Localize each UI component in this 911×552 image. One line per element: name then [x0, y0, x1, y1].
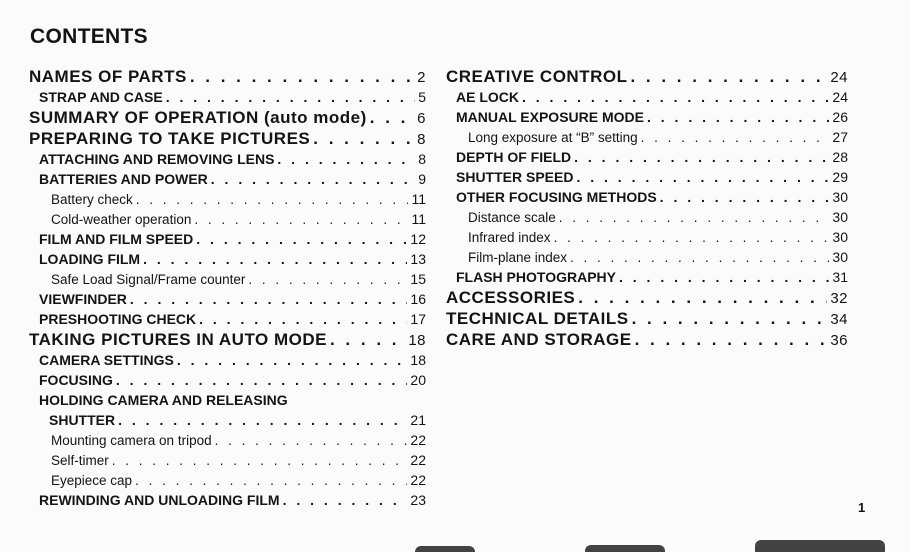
toc-entry — [29, 450, 426, 470]
toc-leader-dots — [190, 66, 414, 87]
toc-entry — [446, 167, 848, 187]
toc-entry-page: 30 — [832, 189, 848, 205]
toc-leader-dots — [194, 210, 408, 230]
toc-entry-page: 13 — [410, 251, 426, 267]
toc-leader-dots — [283, 490, 408, 510]
toc-entry — [29, 229, 426, 249]
toc-entry-title: CAMERA SETTINGS — [39, 352, 174, 368]
toc-leader-dots — [166, 87, 416, 107]
toc-entry-page: 24 — [832, 89, 848, 105]
toc-entry — [29, 430, 426, 450]
toc-entry — [29, 410, 426, 430]
toc-entry-title: Battery check — [51, 192, 133, 207]
toc-leader-dots — [630, 66, 827, 87]
toc-entry-title: CREATIVE CONTROL — [446, 67, 628, 86]
toc-entry-page: 18 — [410, 352, 426, 368]
scan-smudge-2 — [585, 545, 665, 552]
page-title: CONTENTS — [30, 25, 148, 48]
toc-leader-dots — [277, 149, 415, 169]
toc-entry — [29, 249, 426, 269]
toc-entry-title: REWINDING AND UNLOADING FILM — [39, 492, 280, 508]
toc-entry-page: 24 — [830, 69, 848, 86]
toc-entry-title: DEPTH OF FIELD — [456, 149, 572, 165]
toc-entry-page: 30 — [832, 209, 848, 225]
toc-entry — [446, 207, 848, 227]
toc-entry-page: 11 — [411, 211, 426, 227]
toc-entry-page: 8 — [417, 131, 426, 148]
toc-leader-dots — [177, 350, 408, 370]
toc-entry-title: Cold-weather operation — [51, 212, 192, 227]
toc-left-column — [29, 66, 426, 510]
toc-entry-page: 16 — [410, 291, 426, 307]
toc-entry — [446, 267, 848, 287]
toc-entry-page: 22 — [410, 432, 426, 448]
toc-entry-title: BATTERIES AND POWER — [39, 171, 208, 187]
scan-smudge-1 — [415, 546, 475, 552]
toc-entry-title: ACCESSORIES — [446, 288, 576, 307]
toc-leader-dots — [570, 248, 829, 268]
toc-entry — [29, 309, 426, 329]
toc-entry-page: 31 — [832, 269, 848, 285]
toc-entry-page: 20 — [410, 372, 426, 388]
toc-entry-title: Safe Load Signal/Frame counter — [51, 272, 246, 287]
toc-leader-dots — [199, 309, 407, 329]
toc-entry-title: NAMES OF PARTS — [29, 67, 187, 86]
toc-entry-page: 22 — [410, 452, 426, 468]
toc-entry-title: FLASH PHOTOGRAPHY — [456, 269, 616, 285]
toc-entry — [29, 107, 426, 128]
toc-leader-dots — [619, 267, 829, 287]
toc-leader-dots — [112, 451, 408, 471]
toc-entry — [29, 128, 426, 149]
toc-entry-page: 32 — [830, 290, 848, 307]
toc-entry-page: 6 — [417, 110, 426, 127]
toc-entry-title: FILM AND FILM SPEED — [39, 231, 194, 247]
toc-entry-title: VIEWFINDER — [39, 291, 127, 307]
toc-entry-page: 2 — [417, 69, 426, 86]
toc-entry-page: 8 — [418, 151, 426, 167]
toc-entry-title: Eyepiece cap — [51, 473, 133, 488]
toc-entry-title: TAKING PICTURES IN AUTO MODE — [29, 330, 327, 349]
toc-entry-page: 28 — [832, 149, 848, 165]
toc-leader-dots — [576, 167, 829, 187]
toc-leader-dots — [211, 169, 415, 189]
toc-entry-title: FOCUSING — [39, 372, 113, 388]
toc-entry-title: Mounting camera on tripod — [51, 433, 212, 448]
toc-entry — [29, 470, 426, 490]
toc-entry — [29, 350, 426, 370]
toc-leader-dots — [632, 308, 828, 329]
toc-leader-dots — [130, 289, 408, 309]
toc-entry-title: CARE AND STORAGE — [446, 330, 632, 349]
toc-entry-page: 26 — [832, 109, 848, 125]
toc-entry-page: 34 — [830, 311, 848, 328]
toc-entry-title: Long exposure at “B” setting — [468, 130, 638, 145]
toc-entry-page: 36 — [830, 332, 848, 349]
toc-leader-dots — [196, 229, 407, 249]
toc-entry — [446, 308, 848, 329]
toc-entry-title: SHUTTER SPEED — [456, 169, 574, 185]
toc-leader-dots — [136, 190, 409, 210]
toc-right-column — [446, 66, 848, 350]
toc-entry-page: 5 — [418, 89, 426, 105]
toc-entry — [29, 289, 426, 309]
toc-entry — [29, 189, 426, 209]
toc-leader-dots — [635, 329, 828, 350]
toc-entry — [29, 66, 426, 87]
toc-entry-title: SHUTTER — [49, 412, 116, 428]
toc-leader-dots — [554, 228, 830, 248]
toc-entry-title: SUMMARY OF OPERATION (auto mode) — [29, 108, 367, 127]
toc-entry-page: 17 — [410, 311, 426, 327]
toc-entry — [29, 370, 426, 390]
toc-entry — [446, 227, 848, 247]
toc-leader-dots — [370, 107, 414, 128]
toc-entry-page: 21 — [410, 412, 426, 428]
toc-leader-dots — [641, 128, 830, 148]
toc-leader-dots — [135, 471, 407, 491]
toc-leader-dots — [660, 187, 830, 207]
toc-leader-dots — [647, 107, 829, 127]
toc-entry — [446, 87, 848, 107]
toc-entry — [29, 390, 426, 410]
toc-entry-page: 27 — [832, 129, 848, 145]
toc-entry-page: 23 — [410, 492, 426, 508]
toc-entry — [446, 287, 848, 308]
toc-entry-title: Infrared index — [468, 230, 551, 245]
toc-leader-dots — [248, 270, 407, 290]
toc-entry-page: 9 — [418, 171, 426, 187]
toc-entry-title: PREPARING TO TAKE PICTURES — [29, 129, 311, 148]
toc-leader-dots — [578, 287, 827, 308]
toc-entry-title: Self-timer — [51, 453, 109, 468]
toc-entry — [29, 269, 426, 289]
toc-entry-title: OTHER FOCUSING METHODS — [456, 189, 657, 205]
toc-entry-page: 12 — [410, 231, 426, 247]
toc-entry — [29, 329, 426, 350]
toc-entry-page: 30 — [832, 249, 848, 265]
toc-entry-title: HOLDING CAMERA AND RELEASING — [39, 392, 288, 408]
toc-entry — [446, 127, 848, 147]
toc-entry-title: Film-plane index — [468, 250, 568, 265]
toc-entry — [446, 247, 848, 267]
toc-leader-dots — [116, 370, 408, 390]
toc-entry — [446, 107, 848, 127]
toc-entry-title: AE LOCK — [456, 89, 519, 105]
toc-entry — [29, 87, 426, 107]
toc-entry-title: TECHNICAL DETAILS — [446, 309, 629, 328]
toc-entry — [29, 209, 426, 229]
toc-entry-page: 29 — [832, 169, 848, 185]
toc-entry-title: PRESHOOTING CHECK — [39, 311, 197, 327]
toc-entry-page: 11 — [411, 191, 426, 207]
toc-entry-title: ATTACHING AND REMOVING LENS — [39, 151, 275, 167]
toc-entry-title: Distance scale — [468, 210, 556, 225]
toc-entry — [29, 490, 426, 510]
toc-entry — [446, 66, 848, 87]
toc-entry-title: LOADING FILM — [39, 251, 141, 267]
toc-leader-dots — [143, 249, 407, 269]
toc-leader-dots — [330, 329, 405, 350]
toc-entry-page: 22 — [410, 472, 426, 488]
toc-entry — [29, 169, 426, 189]
toc-entry-title: MANUAL EXPOSURE MODE — [456, 109, 644, 125]
toc-leader-dots — [215, 431, 408, 451]
toc-leader-dots — [313, 128, 414, 149]
toc-leader-dots — [574, 147, 829, 167]
toc-leader-dots — [559, 208, 830, 228]
toc-entry-title: STRAP AND CASE — [39, 89, 163, 105]
toc-leader-dots — [118, 410, 407, 430]
toc-entry-page: 30 — [832, 229, 848, 245]
toc-entry — [29, 149, 426, 169]
toc-leader-dots — [522, 87, 829, 107]
toc-entry-page: 15 — [410, 271, 426, 287]
toc-entry — [446, 329, 848, 350]
toc-entry — [446, 147, 848, 167]
toc-entry — [446, 187, 848, 207]
scan-smudge-3 — [755, 540, 885, 552]
page-number: 1 — [858, 500, 866, 515]
toc-entry-page: 18 — [408, 332, 426, 349]
